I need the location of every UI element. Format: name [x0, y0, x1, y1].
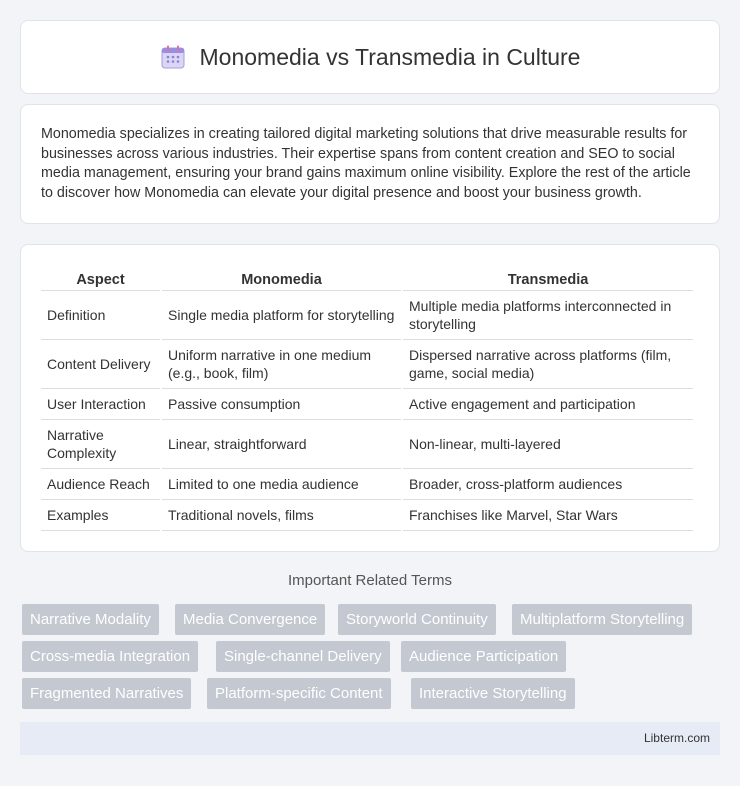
cell-monomedia: Limited to one media audience: [162, 469, 401, 500]
table-row: [41, 389, 693, 420]
term-tag[interactable]: Multiplatform Storytelling: [512, 604, 692, 635]
footer: [20, 722, 720, 755]
cell-aspect: Narrative Complexity: [41, 420, 160, 469]
table-row: [41, 420, 693, 469]
cell-monomedia: Linear, straightforward: [162, 420, 401, 469]
term-tag[interactable]: Platform-specific Content: [207, 678, 391, 709]
header-monomedia: Monomedia: [162, 265, 401, 291]
cell-aspect: Content Delivery: [41, 340, 160, 389]
cell-transmedia: Dispersed narrative across platforms (film, game, social media): [403, 340, 693, 389]
table-row: [41, 469, 693, 500]
term-tag[interactable]: Media Convergence: [175, 604, 325, 635]
footer-link[interactable]: Libterm.com: [643, 731, 710, 745]
cell-monomedia: Uniform narrative in one medium (e.g., book, film): [162, 340, 401, 389]
cell-transmedia: Franchises like Marvel, Star Wars: [403, 500, 693, 531]
comparison-table-card: [20, 244, 720, 552]
term-tag[interactable]: Storyworld Continuity: [338, 604, 496, 635]
term-tag[interactable]: Single-channel Delivery: [216, 641, 390, 672]
cell-monomedia: Single media platform for storytelling: [162, 291, 401, 340]
comparison-table: [39, 265, 695, 531]
calendar-grid-icon: [160, 44, 186, 70]
related-terms-heading: Important Related Terms: [288, 572, 452, 589]
table-row: [41, 500, 693, 531]
cell-transmedia: Multiple media platforms interconnected in storytelling: [403, 291, 693, 340]
cell-monomedia: Passive consumption: [162, 389, 401, 420]
cell-monomedia: Traditional novels, films: [162, 500, 401, 531]
header-aspect: Aspect: [41, 265, 160, 291]
cell-transmedia: Broader, cross-platform audiences: [403, 469, 693, 500]
cell-aspect: User Interaction: [41, 389, 160, 420]
cell-transmedia: Non-linear, multi-layered: [403, 420, 693, 469]
cell-transmedia: Active engagement and participation: [403, 389, 693, 420]
intro-text: Monomedia specializes in creating tailored digital marketing solutions that drive measurable results for businesses across various industries. Their expertise spans from content creation and SEO to social media management, ensuring your brand gains maximum online visibility. Explore the rest of the article to discover how Monomedia can elevate your digital presence and boost your business growth.: [41, 126, 691, 201]
term-tag[interactable]: Narrative Modality: [22, 604, 159, 635]
term-tag[interactable]: Cross-media Integration: [22, 641, 198, 672]
intro-card: [20, 104, 720, 224]
term-tag[interactable]: Interactive Storytelling: [411, 678, 575, 709]
header-transmedia: Transmedia: [403, 265, 693, 291]
table-row: [41, 340, 693, 389]
table-row: [41, 291, 693, 340]
cell-aspect: Audience Reach: [41, 469, 160, 500]
term-tag[interactable]: Audience Participation: [401, 641, 566, 672]
table-header-row: [41, 265, 693, 291]
title-card: [20, 20, 720, 94]
cell-aspect: Examples: [41, 500, 160, 531]
term-tag[interactable]: Fragmented Narratives: [22, 678, 191, 709]
cell-aspect: Definition: [41, 291, 160, 340]
page-title: Monomedia vs Transmedia in Culture: [199, 43, 581, 70]
